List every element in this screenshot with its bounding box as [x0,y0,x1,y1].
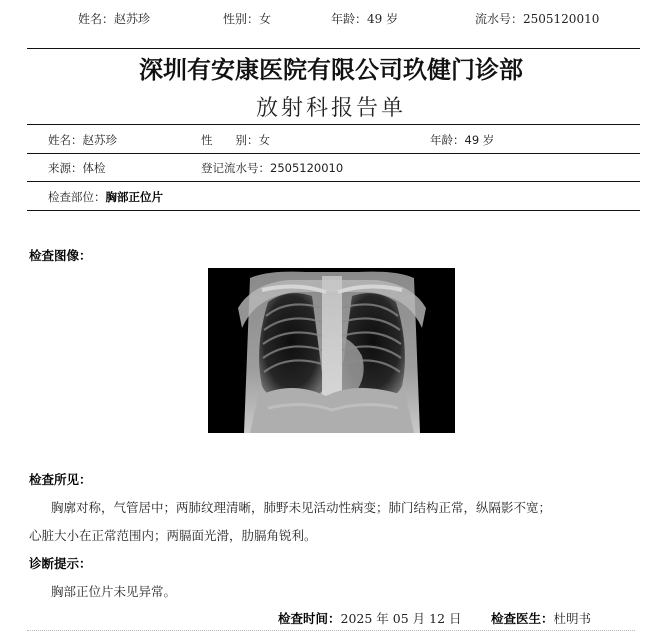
divider [27,181,640,182]
diagnosis-title: 诊断提示： [29,556,92,571]
divider [27,48,640,49]
doctor-value: 杜明书 [553,611,592,626]
diagnosis-text: 胸部正位片未见异常。 [51,584,177,599]
exam-part [48,189,163,205]
exam-part-value: 胸部正位片 [105,190,163,204]
exam-time-value: 2025 年 05 月 12 日 [340,611,462,626]
exam-time-label: 检查时间： [278,611,341,626]
divider [27,124,640,125]
image-section-title: 检查图像： [29,248,92,263]
exam-part-label: 检查部位： [48,190,106,204]
patient-gender: 性 别：女 [201,133,270,147]
top-header [0,10,662,28]
header-serial: 流水号：2505120010 [475,12,600,26]
report-title: 放射科报告单 [255,96,406,121]
patient-source: 来源：体检 [48,161,106,175]
exam-time [278,609,462,627]
chest-xray-image [208,268,455,433]
hospital-name: 深圳有安康医院有限公司玖健门诊部 [139,56,523,84]
patient-name: 姓名：赵苏珍 [48,133,117,147]
exam-doctor [491,609,591,627]
divider [27,210,640,211]
findings-text-line2: 心脏大小在正常范围内；两膈面光滑，肋膈角锐利。 [29,528,317,543]
header-name: 姓名：赵苏珍 [78,12,151,26]
doctor-label: 检查医生： [491,611,554,626]
divider [27,153,640,154]
findings-title: 检查所见： [29,472,92,487]
header-gender: 性别：女 [223,12,272,26]
header-age: 年龄：49 岁 [331,12,399,26]
footer-divider [27,630,635,631]
registration-serial: 登记流水号：2505120010 [201,161,344,175]
patient-age: 年龄：49 岁 [430,133,495,147]
findings-text-line1: 胸廓对称，气管居中；两肺纹理清晰，肺野未见活动性病变；肺门结构正常，纵隔影不宽； [51,500,552,515]
